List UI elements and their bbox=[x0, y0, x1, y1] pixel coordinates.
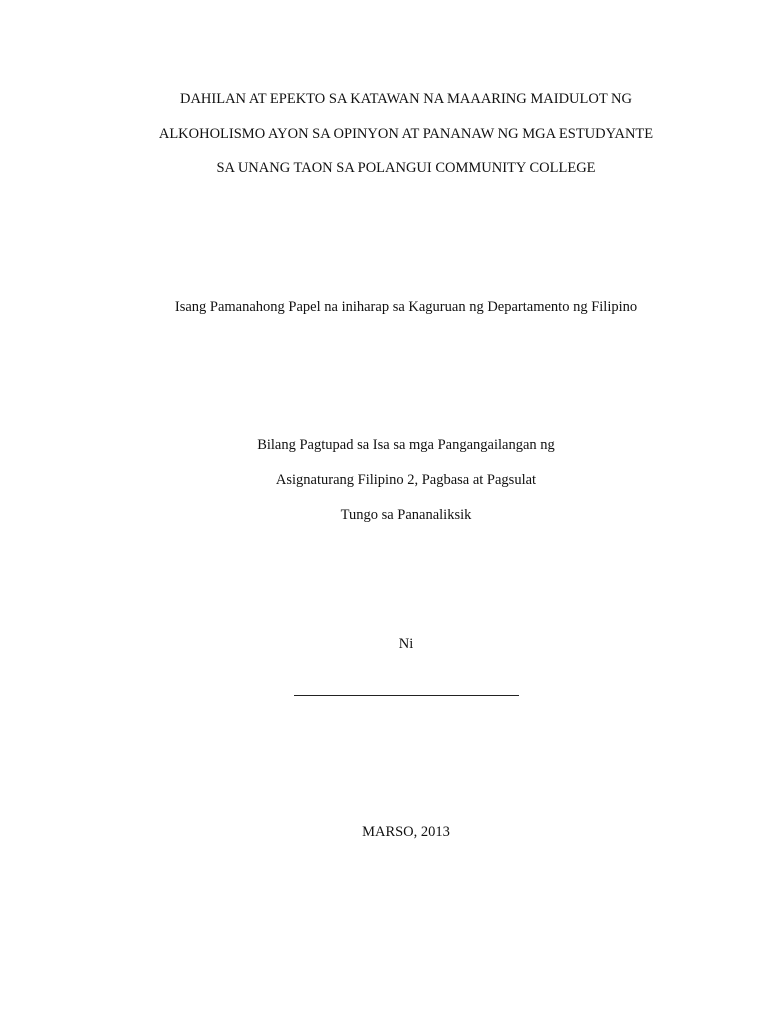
author-label: Ni bbox=[398, 636, 414, 652]
requirement-line-2: Asignaturang Filipino 2, Pagbasa at Pagsulat bbox=[275, 472, 537, 488]
title-line-2: ALKOHOLISMO AYON SA OPINYON AT PANANAW NG MGA ESTUDYANTE bbox=[158, 126, 654, 142]
presentation-statement: Isang Pamanahong Papel na iniharap sa Kaguruan ng Departamento ng Filipino bbox=[174, 299, 638, 315]
requirement-line-1: Bilang Pagtupad sa Isa sa mga Pangangailangan ng bbox=[257, 437, 555, 453]
author-name-blank-line bbox=[294, 695, 519, 696]
title-line-1: DAHILAN AT EPEKTO SA KATAWAN NA MAAARING MAIDULOT NG bbox=[179, 91, 632, 107]
requirement-line-3: Tungo sa Pananaliksik bbox=[340, 507, 472, 523]
title-line-3: SA UNANG TAON SA POLANGUI COMMUNITY COLLEGE bbox=[216, 160, 596, 176]
submission-date: MARSO, 2013 bbox=[362, 824, 450, 840]
